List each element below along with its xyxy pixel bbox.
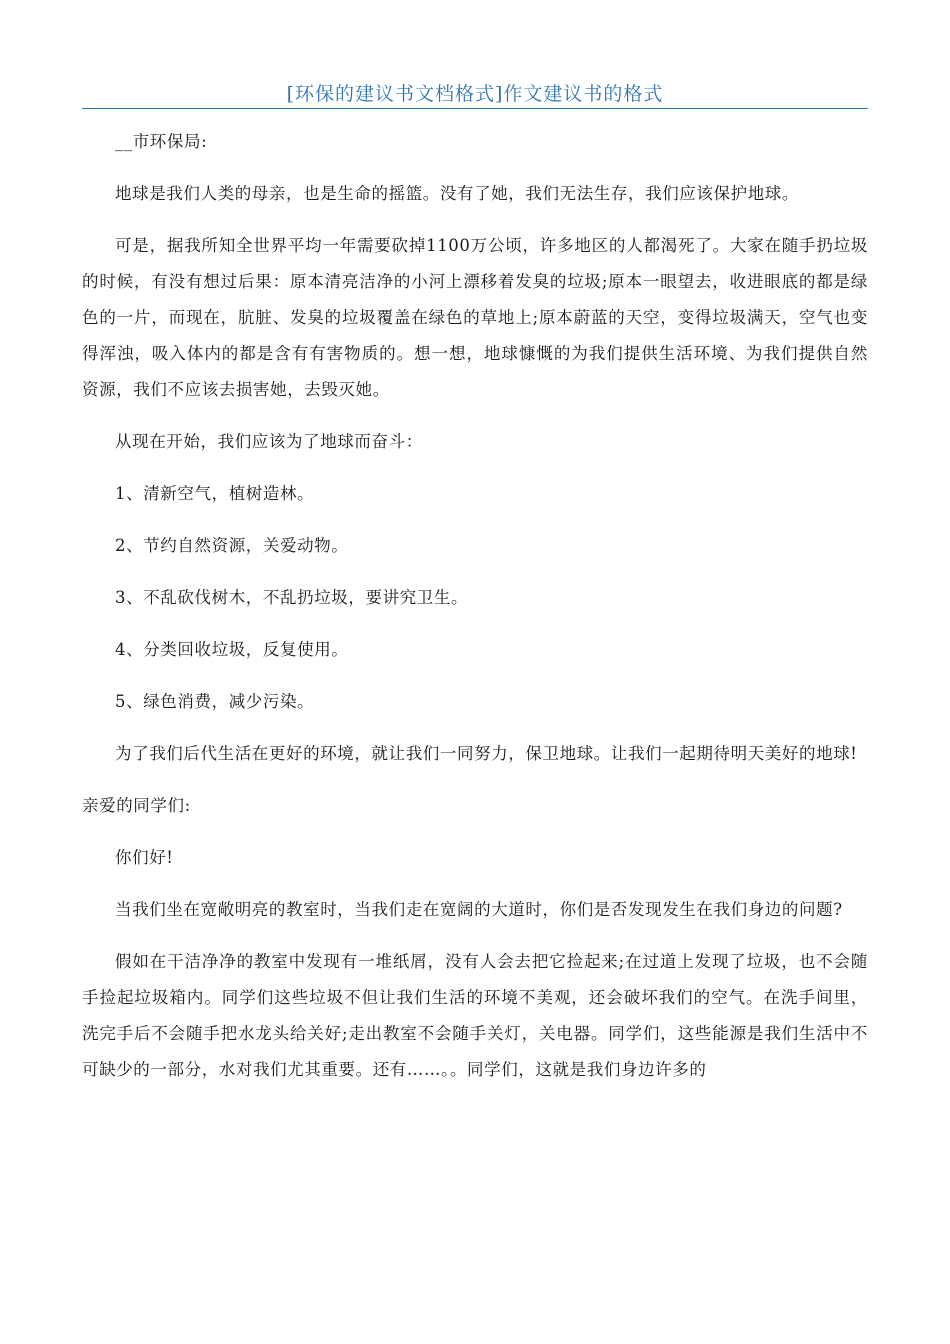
title-divider	[82, 108, 868, 109]
paragraph-problem: 可是，据我所知全世界平均一年需要砍掉1100万公顷，许多地区的人都渴死了。大家在随手扔垃圾的时候，有没有想过后果：原本清亮洁净的小河上漂移着发臭的垃圾;原本一眼望去，收进眼底的都是绿色的一片，而现在，肮脏、发臭的垃圾覆盖在绿色的草地上;原本蔚蓝的天空，变得垃圾满天，空气也变得浑浊，吸入体内的都是含有有害物质的。想一想，地球慷慨的为我们提供生活环境、为我们提供自然资源，我们不应该去损害她，去毁灭她。	[82, 236, 868, 399]
list-item-1: 1、清新空气，植树造林。	[115, 484, 315, 503]
paragraph-closing: 为了我们后代生活在更好的环境，就让我们一同努力，保卫地球。让我们一起期待明天美好的地球!	[115, 744, 858, 763]
paragraph-greeting: 你们好!	[115, 848, 174, 867]
paragraph-earth-mother: 地球是我们人类的母亲，也是生命的摇篮。没有了她，我们无法生存，我们应该保护地球。	[115, 184, 799, 203]
paragraph-salutation-students: 亲爱的同学们:	[82, 796, 191, 815]
paragraph-examples: 假如在干洁净净的教室中发现有一堆纸屑，没有人会去把它捡起来;在过道上发现了垃圾，也不会随手捡起垃圾箱内。同学们这些垃圾不但让我们生活的环境不美观，还会破坏我们的空气。在洗手间里，洗完手后不会随手把水龙头给关好;走出教室不会随手关灯，关电器。同学们，这些能源是我们生活中不可缺少的一部分，水对我们尤其重要。还有……。。同学们，这就是我们身边许多的	[82, 952, 868, 1079]
list-item-4: 4、分类回收垃圾，反复使用。	[115, 640, 349, 659]
list-item-5: 5、绿色消费，减少污染。	[115, 692, 315, 711]
document-title: [环保的建议书文档格式]作文建议书的格式	[286, 83, 664, 105]
list-item-2: 2、节约自然资源，关爱动物。	[115, 536, 349, 555]
list-item-3: 3、不乱砍伐树木，不乱扔垃圾，要讲究卫生。	[115, 588, 469, 607]
document-body	[82, 124, 868, 1104]
paragraph-call-to-action: 从现在开始，我们应该为了地球而奋斗：	[115, 432, 423, 451]
paragraph-question: 当我们坐在宽敞明亮的教室时，当我们走在宽阔的大道时，你们是否发现发生在我们身边的问题?	[115, 900, 843, 919]
paragraph-salutation-bureau: __市环保局:	[115, 132, 208, 151]
